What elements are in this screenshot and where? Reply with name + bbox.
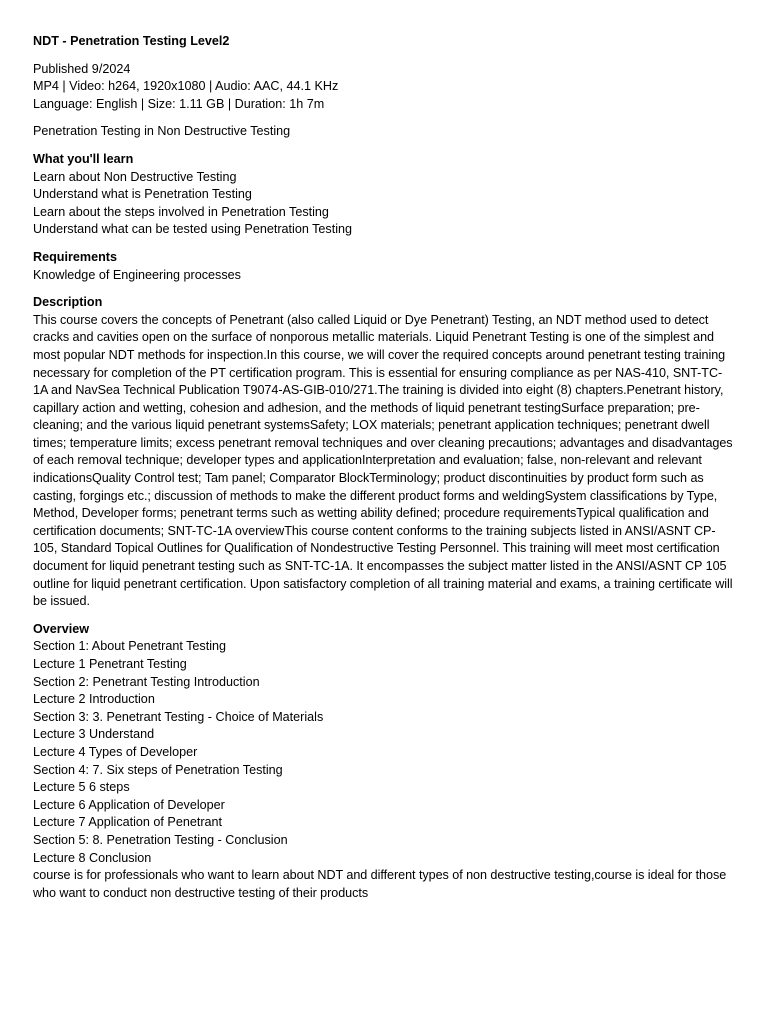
overview-item: Section 4: 7. Six steps of Penetration Testing bbox=[33, 762, 283, 777]
title-block bbox=[33, 33, 734, 51]
learn-heading: What you'll learn bbox=[33, 151, 134, 166]
meta-block bbox=[33, 61, 734, 114]
page-title: NDT - Penetration Testing Level2 bbox=[33, 34, 230, 48]
overview-item: Lecture 3 Understand bbox=[33, 727, 155, 742]
description-text: This course covers the concepts of Penetrant (also called Liquid or Dye Penetrant) Testing, an NDT method used to detect cracks and cavities open on the surface of nonporous metallic materials. Liquid Penetrant Testing is one of the simplest and most popular NDT methods for inspection.In this course, we will cover the required concepts around penetrant testing training necessary for completion of the PT certification program. This is essential for ensuring compliance as per NAS-410, SNT-TC-1A and NavSea Technical Publication T9074-AS-GIB-010/271.The training is divided into eight (8) chapters.Penetrant history, capillary action and wetting, cohesion and adhesion, and the methods of liquid penetrant testingSurface preparation; pre-cleaning; and the various liquid penetrant systemsSafety; LOX materials; penetrant application techniques; penetrant dwell times; temperature limits; excess penetrant removal techniques and over cleaning precautions; advantages and disadvantages of each removal technique; developer types and applicationInterpretation and evaluation; false, non-relevant and relevant indicationsQuality Control test; Tam panel; Comparator BlockTerminology; product discontinuities by product form such as casting, forgings etc.; discussion of methods to make the different product forms and weldingSystem classifications by Type, Method, Developer forms; penetrant terms such as wetting ability defined; procedure requirementsTypical qualification and certification documents; SNT-TC-1A overviewThis course content conforms to the training subjects listed in ANSI/ASNT CP-105, Standard Topical Outlines for Qualification of Nondestructive Testing Personnel. This training will meet most certification document for liquid penetrant testing such as SNT-TC-1A. It encompasses the subject matter listed in the ANSI/ASNT CP 105 outline for liquid penetrant certification. Upon satisfactory completion of all training material and exams, a training certificate will be issued. bbox=[33, 312, 733, 609]
overview-heading: Overview bbox=[33, 621, 90, 636]
requirements-section bbox=[33, 249, 734, 284]
overview-item: Lecture 8 Conclusion bbox=[33, 850, 152, 865]
subtitle-block bbox=[33, 123, 734, 141]
overview-item: Lecture 2 Introduction bbox=[33, 692, 155, 707]
overview-closing-text: course is for professionals who want to learn about NDT and different types of non destructive testing,course is ideal for those who want to conduct non destructive testing of their products bbox=[33, 868, 727, 900]
learn-item: Understand what can be tested using Penetration Testing bbox=[33, 222, 353, 237]
requirement-item: Knowledge of Engineering processes bbox=[33, 267, 241, 282]
requirements-heading: Requirements bbox=[33, 249, 117, 264]
overview-item: Section 3: 3. Penetrant Testing - Choice of Materials bbox=[33, 709, 324, 724]
media-details: Language: English | Size: 1.11 GB | Duration: 1h 7m bbox=[33, 96, 325, 111]
description-heading: Description bbox=[33, 295, 103, 310]
overview-section bbox=[33, 621, 734, 903]
learn-item: Learn about the steps involved in Penetration Testing bbox=[33, 204, 329, 219]
overview-item: Lecture 6 Application of Developer bbox=[33, 797, 225, 812]
course-subtitle: Penetration Testing in Non Destructive Testing bbox=[33, 124, 291, 139]
learn-section bbox=[33, 151, 734, 239]
overview-item: Lecture 5 6 steps bbox=[33, 780, 130, 795]
published-date: Published 9/2024 bbox=[33, 61, 131, 76]
overview-item: Section 5: 8. Penetration Testing - Conclusion bbox=[33, 832, 288, 847]
overview-item: Lecture 1 Penetrant Testing bbox=[33, 657, 187, 671]
overview-item: Section 2: Penetrant Testing Introduction bbox=[33, 674, 260, 689]
overview-item: Section 1: About Penetrant Testing bbox=[33, 639, 227, 654]
learn-item: Understand what is Penetration Testing bbox=[33, 187, 252, 202]
description-section bbox=[33, 294, 734, 611]
overview-item: Lecture 7 Application of Penetrant bbox=[33, 815, 223, 830]
overview-item: Lecture 4 Types of Developer bbox=[33, 744, 198, 759]
learn-item: Learn about Non Destructive Testing bbox=[33, 169, 237, 184]
media-format: MP4 | Video: h264, 1920x1080 | Audio: AAC, 44.1 KHz bbox=[33, 79, 339, 94]
